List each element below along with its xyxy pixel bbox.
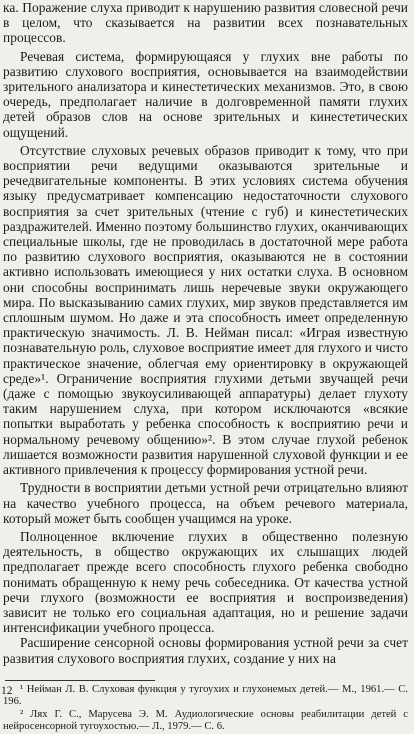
footnote-1: ¹ Нейман Л. В. Слуховая функция у тугоухих и глухонемых детей.— М., 1961.— С. 196.	[3, 683, 408, 708]
paragraph-5: Полноценное включение глухих в общественно полезную деятельность, в общество окружающих их слышащих людей предполагает прежде всего способность глухого ребенка свободно понимать обращенную к нему речь собеседника. От качества устной речи глухого (возможности ее восприятия и воспроизведения) зависит не только его социальная адаптация, но и решение задачи интенсификации учебного процесса.	[3, 528, 408, 636]
page-number: 12	[1, 685, 13, 697]
footnote-divider	[5, 680, 155, 681]
paragraph-2: Речевая система, формирующаяся у глухих вне работы по развитию слухового восприятия, основывается на взаимодействии зрительного анализатора и кинестетических механизмов. Это, в свою очередь, предполагает наличие в долговременной памяти глухих детей образов слов на основе зрительных и кинестетических ощущений.	[3, 48, 408, 140]
paragraph-6: Расширение сенсорной основы формирования устной речи за счет развития слухового восприятия глухих, создание у них на	[3, 635, 408, 666]
footnotes	[3, 684, 408, 734]
paragraph-4: Трудности в восприятии детьми устной речи отрицательно влияют на качество учебного процесса, на объем речевого материала, который может быть сообщен учащимся на уроке.	[3, 480, 408, 526]
body-text	[3, 0, 408, 666]
paragraph-3: Отсутствие слуховых речевых образов приводит к тому, что при восприятии речи ведущими оказываются зрительные и речедвигательные компоненты. В этих условиях система обучения языку предусматривает компенсацию недостаточности слухового восприятия за счет зрительных (чтение с губ) и кинестетических раздражителей. Именно поэтому большинство глухих, оканчивающих специальные школы, где не проводилась в достаточной мере работа по развитию слухового восприятия, оказываются не в состоянии активно использовать имеющиеся у них остатки слуха. В основном они способны воспринимать лишь неречевые звуки окружающего мира. По высказыванию самих глухих, мир звуков представляется им сплошным шумом. Но даже и эта способность имеет определенную практическую значимость. Л. В. Нейман писал: «Играя известную познавательную роль, слуховое восприятие имеет для глухого и чисто практическое значение, облегчая ему ориентировку в окружающей среде»¹. Ограничение восприятия глухими детьми звучащей речи (даже с помощью звукоусиливающей аппаратуры) делает глухоту таким нарушением слуха, при котором исключаются «всякие попытки выработать у ребенка способность к восприятию речи и нормальному речевому общению»². В этом случае глухой ребенок лишается возможности развития нарушенной слуховой функции и ее активного привлечения к процессу формирования устной речи.	[3, 142, 408, 478]
paragraph-1: ка. Поражение слуха приводит к нарушению развития словесной речи в целом, что сказывается на развитии всех познавательных процессов.	[3, 0, 408, 46]
footnote-2: ² Лях Г. С., Марусева Э. М. Аудиологические основы реабилитации детей с нейросенсорной тугоухостью.— Л., 1979.— С. 6.	[3, 708, 408, 733]
